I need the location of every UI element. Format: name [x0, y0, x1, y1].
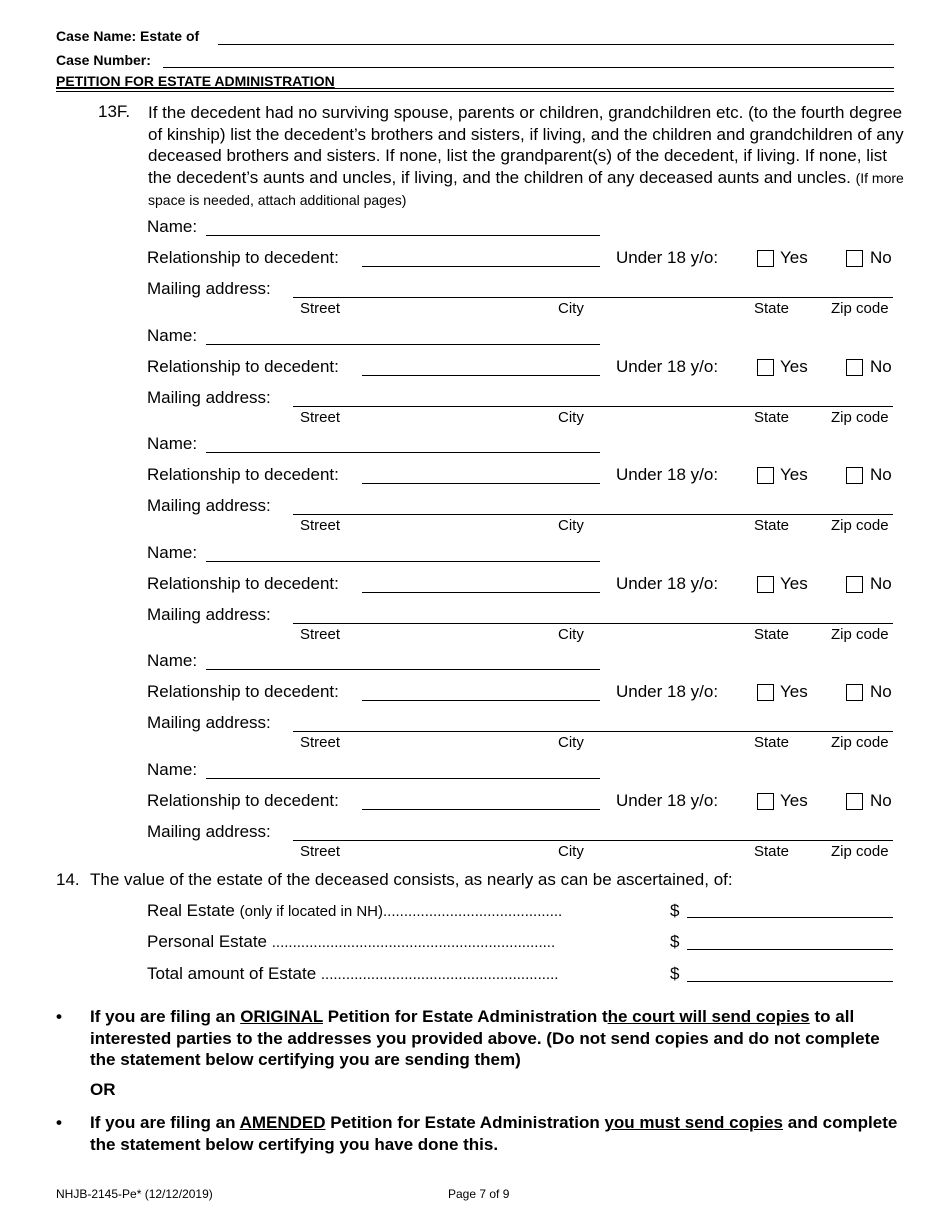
entry-yes-checkbox[interactable]: [757, 467, 774, 484]
real-estate-label: Real Estate: [147, 901, 235, 920]
entry-relationship-field[interactable]: [362, 700, 600, 701]
entry-street-caption: Street: [300, 409, 341, 426]
entry-yes-checkbox[interactable]: [757, 684, 774, 701]
entry-no-label: No: [870, 465, 892, 484]
section-13f-text: If the decedent had no surviving spouse, parents or children, grandchildren etc. (to the fourth degree of kinship) list the decedent’s brothers and sisters, if living, and the children and grandchildren of any deceased brothers and sisters. If none, list the grandparent(s) of the decedent, if living. If none, list the decedent’s aunts and uncles, if living, and the children of any deceased aunts and uncles.: [148, 103, 904, 187]
entry-zip-caption: Zip code: [831, 626, 889, 643]
instruction-amended: [90, 1112, 900, 1155]
bullet-amended: •: [56, 1113, 62, 1132]
entry-zip-caption: Zip code: [831, 517, 889, 534]
entry-state-caption: State: [754, 409, 790, 426]
instruction-amended-text-2: Petition for Estate Administration: [325, 1113, 605, 1132]
footer-page-number: Page 7 of 9: [448, 1187, 510, 1201]
entry-street-caption: Street: [300, 626, 341, 643]
entry-zip-caption: Zip code: [831, 843, 889, 860]
entry-name-field[interactable]: [206, 778, 600, 779]
entry-state-caption: State: [754, 843, 790, 860]
instruction-amended-text-1: If you are filing an: [90, 1113, 240, 1132]
personal-estate-row: [147, 932, 555, 952]
entry-city-caption: City: [558, 734, 584, 751]
entry-yes-label: Yes: [780, 574, 808, 593]
entry-name-field[interactable]: [206, 344, 600, 345]
entry-mailing-field[interactable]: [293, 514, 893, 515]
total-estate-row: [147, 964, 558, 984]
section-14-number: 14.: [56, 870, 80, 889]
entry-no-checkbox[interactable]: [846, 250, 863, 267]
entry-relationship-field[interactable]: [362, 592, 600, 593]
entry-no-checkbox[interactable]: [846, 793, 863, 810]
case-number-line[interactable]: [163, 67, 894, 68]
entry-relationship-field[interactable]: [362, 809, 600, 810]
entry-street-caption: Street: [300, 843, 341, 860]
entry-relationship-field[interactable]: [362, 483, 600, 484]
instruction-original-text-2: Petition for Estate Administration t: [323, 1007, 608, 1026]
entry-name-field[interactable]: [206, 235, 600, 236]
entry-no-label: No: [870, 682, 892, 701]
entry-relationship-field[interactable]: [362, 375, 600, 376]
entry-no-checkbox[interactable]: [846, 684, 863, 701]
entry-mailing-label: Mailing address:: [147, 279, 271, 298]
entry-relationship-label: Relationship to decedent:: [147, 248, 339, 267]
entry-under18-label: Under 18 y/o:: [616, 465, 719, 484]
entry-mailing-label: Mailing address:: [147, 822, 271, 841]
total-estate-amount-line[interactable]: [687, 981, 893, 982]
real-estate-leader: ...........................................: [383, 903, 563, 920]
entry-mailing-label: Mailing address:: [147, 496, 271, 515]
case-name-line[interactable]: [218, 44, 894, 45]
entry-street-caption: Street: [300, 300, 341, 317]
entry-zip-caption: Zip code: [831, 300, 889, 317]
entry-state-caption: State: [754, 300, 790, 317]
instruction-amended-text-3: and complete the statement below certifying you have done this.: [90, 1113, 898, 1154]
entry-city-caption: City: [558, 300, 584, 317]
entry-zip-caption: Zip code: [831, 409, 889, 426]
instruction-original: [90, 1006, 900, 1071]
total-estate-dollar: $: [670, 964, 680, 983]
footer-form-id: NHJB-2145-Pe* (12/12/2019): [56, 1187, 213, 1201]
entry-mailing-label: Mailing address:: [147, 713, 271, 732]
entry-relationship-label: Relationship to decedent:: [147, 682, 339, 701]
entry-name-label: Name:: [147, 326, 198, 345]
entry-under18-label: Under 18 y/o:: [616, 357, 719, 376]
form-title: PETITION FOR ESTATE ADMINISTRATION: [56, 73, 335, 89]
instruction-original-keyword: ORIGINAL: [240, 1007, 323, 1026]
entry-mailing-field[interactable]: [293, 297, 893, 298]
entry-yes-label: Yes: [780, 357, 808, 376]
instruction-original-text-3: to all interested parties to the addresses you provided above. (Do not send copies and do not complete the statement below certifying you are sending them): [90, 1007, 880, 1069]
entry-name-label: Name:: [147, 760, 198, 779]
entry-yes-label: Yes: [780, 791, 808, 810]
instruction-amended-must: you must send copies: [604, 1113, 784, 1132]
entry-state-caption: State: [754, 734, 790, 751]
personal-estate-label: Personal Estate: [147, 932, 268, 951]
entry-name-field[interactable]: [206, 561, 600, 562]
real-estate-note: (only if located in NH): [239, 903, 384, 920]
entry-mailing-label: Mailing address:: [147, 388, 271, 407]
entry-under18-label: Under 18 y/o:: [616, 682, 719, 701]
entry-no-label: No: [870, 357, 892, 376]
entry-relationship-label: Relationship to decedent:: [147, 357, 339, 376]
bullet-original: •: [56, 1007, 62, 1026]
entry-relationship-label: Relationship to decedent:: [147, 465, 339, 484]
entry-street-caption: Street: [300, 734, 341, 751]
entry-name-label: Name:: [147, 217, 198, 236]
entry-yes-label: Yes: [780, 465, 808, 484]
entry-yes-checkbox[interactable]: [757, 250, 774, 267]
entry-name-label: Name:: [147, 434, 198, 453]
entry-state-caption: State: [754, 626, 790, 643]
entry-under18-label: Under 18 y/o:: [616, 248, 719, 267]
section-13f-note: (If more space is needed, attach additional pages): [148, 169, 904, 208]
section-14-text: The value of the estate of the deceased consists, as nearly as can be ascertained, of:: [90, 870, 733, 889]
entry-name-field[interactable]: [206, 669, 600, 670]
entry-no-checkbox[interactable]: [846, 576, 863, 593]
total-estate-leader: .........................................................: [320, 966, 559, 983]
entry-state-caption: State: [754, 517, 790, 534]
entry-mailing-field[interactable]: [293, 623, 893, 624]
real-estate-dollar: $: [670, 901, 680, 920]
entry-city-caption: City: [558, 843, 584, 860]
entry-name-field[interactable]: [206, 452, 600, 453]
entry-city-caption: City: [558, 626, 584, 643]
entry-mailing-label: Mailing address:: [147, 605, 271, 624]
case-number-label: Case Number:: [56, 52, 151, 68]
personal-estate-amount-line[interactable]: [687, 949, 893, 950]
entry-under18-label: Under 18 y/o:: [616, 791, 719, 810]
personal-estate-dollar: $: [670, 932, 680, 951]
entry-yes-checkbox[interactable]: [757, 359, 774, 376]
entry-yes-checkbox[interactable]: [757, 793, 774, 810]
entry-relationship-field[interactable]: [362, 266, 600, 267]
header-title-underline-double: [56, 91, 894, 92]
case-name-label: Case Name: Estate of: [56, 28, 200, 44]
section-13f-paragraph: [148, 102, 908, 212]
instruction-original-text-1: If you are filing an: [90, 1007, 241, 1026]
total-estate-label: Total amount of Estate: [147, 964, 317, 983]
entry-mailing-field[interactable]: [293, 840, 893, 841]
entry-mailing-field[interactable]: [293, 731, 893, 732]
entry-no-checkbox[interactable]: [846, 359, 863, 376]
entry-relationship-label: Relationship to decedent:: [147, 574, 339, 593]
entry-mailing-field[interactable]: [293, 406, 893, 407]
instruction-amended-keyword: AMENDED: [239, 1113, 326, 1132]
entry-street-caption: Street: [300, 517, 341, 534]
entry-relationship-label: Relationship to decedent:: [147, 791, 339, 810]
entry-yes-label: Yes: [780, 248, 808, 267]
entry-no-label: No: [870, 248, 892, 267]
entry-no-label: No: [870, 574, 892, 593]
section-13f-number: 13F.: [98, 102, 131, 121]
entry-yes-label: Yes: [780, 682, 808, 701]
entry-city-caption: City: [558, 409, 584, 426]
entry-city-caption: City: [558, 517, 584, 534]
personal-estate-leader: ....................................................................: [271, 934, 556, 951]
instruction-original-send: he court will send copies: [607, 1007, 810, 1026]
header-title-underline: [56, 88, 894, 89]
real-estate-amount-line[interactable]: [687, 917, 893, 918]
real-estate-row: [147, 901, 562, 921]
or-label: OR: [90, 1080, 116, 1099]
entry-zip-caption: Zip code: [831, 734, 889, 751]
entry-no-checkbox[interactable]: [846, 467, 863, 484]
entry-name-label: Name:: [147, 543, 198, 562]
entry-name-label: Name:: [147, 651, 198, 670]
entry-no-label: No: [870, 791, 892, 810]
entry-yes-checkbox[interactable]: [757, 576, 774, 593]
entry-under18-label: Under 18 y/o:: [616, 574, 719, 593]
